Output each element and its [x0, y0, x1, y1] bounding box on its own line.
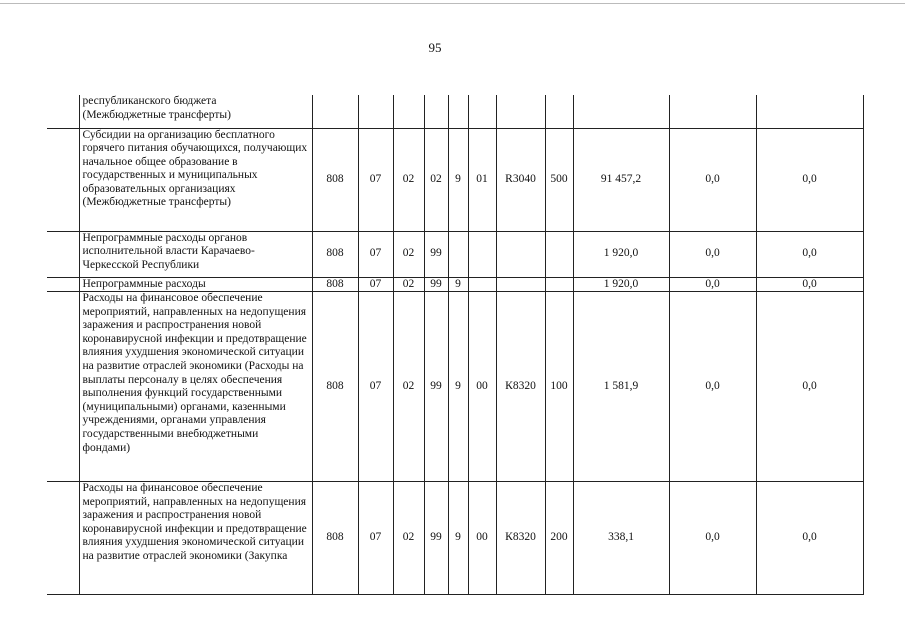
subprogram-code-cell	[448, 231, 468, 277]
grbs-code-cell: 808	[312, 277, 358, 292]
amount-year2-cell: 0,0	[669, 292, 756, 482]
amount-year1-cell	[573, 95, 669, 128]
subprogram-code-cell	[448, 95, 468, 128]
expense-type-cell	[545, 95, 573, 128]
amount-year2-cell: 0,0	[669, 128, 756, 231]
program-code-cell: 99	[424, 231, 448, 277]
program-code-cell: 99	[424, 482, 448, 595]
direction-code-cell: R3040	[496, 128, 545, 231]
amount-year3-cell: 0,0	[756, 231, 863, 277]
table-row	[47, 128, 863, 231]
amount-year1-cell: 1 920,0	[573, 277, 669, 292]
scan-top-rule	[0, 3, 905, 4]
grbs-code-cell: 808	[312, 231, 358, 277]
row-number-cell	[47, 95, 79, 128]
subsection-code-cell: 02	[393, 231, 424, 277]
amount-year3-cell	[756, 95, 863, 128]
description-cell: Расходы на финансовое обеспечение мероприятий, направленных на недопущения заражения и распространения новой коронавирусной инфекции и предотвращение влияния ухудшения экономической ситуации на развитие отраслей экономики (Расходы на выплаты персоналу в целях обеспечения выполнения функций государственными (муниципальными) органами, казенными учреждениями, органами управления государственными внебюджетными фондами)	[79, 292, 312, 482]
row-number-cell	[47, 482, 79, 595]
amount-year2-cell: 0,0	[669, 277, 756, 292]
table-row	[47, 95, 863, 128]
amount-year3-cell: 0,0	[756, 277, 863, 292]
section-code-cell: 07	[358, 128, 393, 231]
table-row	[47, 292, 863, 482]
amount-year1-cell: 1 920,0	[573, 231, 669, 277]
direction-code-cell: К8320	[496, 482, 545, 595]
description-cell: Расходы на финансовое обеспечение мероприятий, направленных на недопущения заражения и распространения новой коронавирусной инфекции и предотвращение влияния ухудшения экономической ситуации на развитие отраслей экономики (Закупка	[79, 482, 312, 595]
grbs-code-cell: 808	[312, 128, 358, 231]
row-number-cell	[47, 277, 79, 292]
expense-type-cell	[545, 231, 573, 277]
subprogram-code-cell: 9	[448, 128, 468, 231]
subprogram-code-cell: 9	[448, 482, 468, 595]
direction-code-cell	[496, 231, 545, 277]
section-code-cell: 07	[358, 292, 393, 482]
event-code-cell: 00	[468, 292, 496, 482]
subsection-code-cell: 02	[393, 128, 424, 231]
event-code-cell: 01	[468, 128, 496, 231]
budget-expenditure-table	[47, 95, 864, 595]
amount-year2-cell: 0,0	[669, 231, 756, 277]
description-cell: Непрограммные расходы	[79, 277, 312, 292]
subprogram-code-cell: 9	[448, 277, 468, 292]
direction-code-cell	[496, 95, 545, 128]
program-code-cell: 99	[424, 277, 448, 292]
expense-type-cell: 200	[545, 482, 573, 595]
expense-type-cell: 100	[545, 292, 573, 482]
section-code-cell	[358, 95, 393, 128]
description-cell: Непрограммные расходы органов исполнительной власти Карачаево-Черкесской Республики	[79, 231, 312, 277]
amount-year3-cell: 0,0	[756, 128, 863, 231]
subprogram-code-cell: 9	[448, 292, 468, 482]
event-code-cell	[468, 95, 496, 128]
table-row	[47, 482, 863, 595]
event-code-cell	[468, 231, 496, 277]
description-cell: Субсидии на организацию бесплатного горячего питания обучающихся, получающих начальное общее образование в государственных и муниципальных образовательных организациях (Межбюджетные трансферты)	[79, 128, 312, 231]
subsection-code-cell: 02	[393, 482, 424, 595]
amount-year1-cell: 1 581,9	[573, 292, 669, 482]
direction-code-cell: К8320	[496, 292, 545, 482]
page-number: 95	[428, 40, 442, 55]
amount-year1-cell: 338,1	[573, 482, 669, 595]
row-number-cell	[47, 231, 79, 277]
section-code-cell: 07	[358, 277, 393, 292]
amount-year2-cell	[669, 95, 756, 128]
subsection-code-cell: 02	[393, 292, 424, 482]
subsection-code-cell: 02	[393, 277, 424, 292]
grbs-code-cell: 808	[312, 482, 358, 595]
grbs-code-cell: 808	[312, 292, 358, 482]
description-cell: республиканского бюджета (Межбюджетные трансферты)	[79, 95, 312, 128]
row-number-cell	[47, 292, 79, 482]
row-number-cell	[47, 128, 79, 231]
expense-type-cell	[545, 277, 573, 292]
amount-year3-cell: 0,0	[756, 482, 863, 595]
table-row	[47, 231, 863, 277]
amount-year3-cell: 0,0	[756, 292, 863, 482]
program-code-cell: 99	[424, 292, 448, 482]
event-code-cell	[468, 277, 496, 292]
program-code-cell: 02	[424, 128, 448, 231]
section-code-cell: 07	[358, 231, 393, 277]
expense-type-cell: 500	[545, 128, 573, 231]
subsection-code-cell	[393, 95, 424, 128]
grbs-code-cell	[312, 95, 358, 128]
direction-code-cell	[496, 277, 545, 292]
event-code-cell: 00	[468, 482, 496, 595]
program-code-cell	[424, 95, 448, 128]
section-code-cell: 07	[358, 482, 393, 595]
amount-year2-cell: 0,0	[669, 482, 756, 595]
amount-year1-cell: 91 457,2	[573, 128, 669, 231]
table-row	[47, 277, 863, 292]
